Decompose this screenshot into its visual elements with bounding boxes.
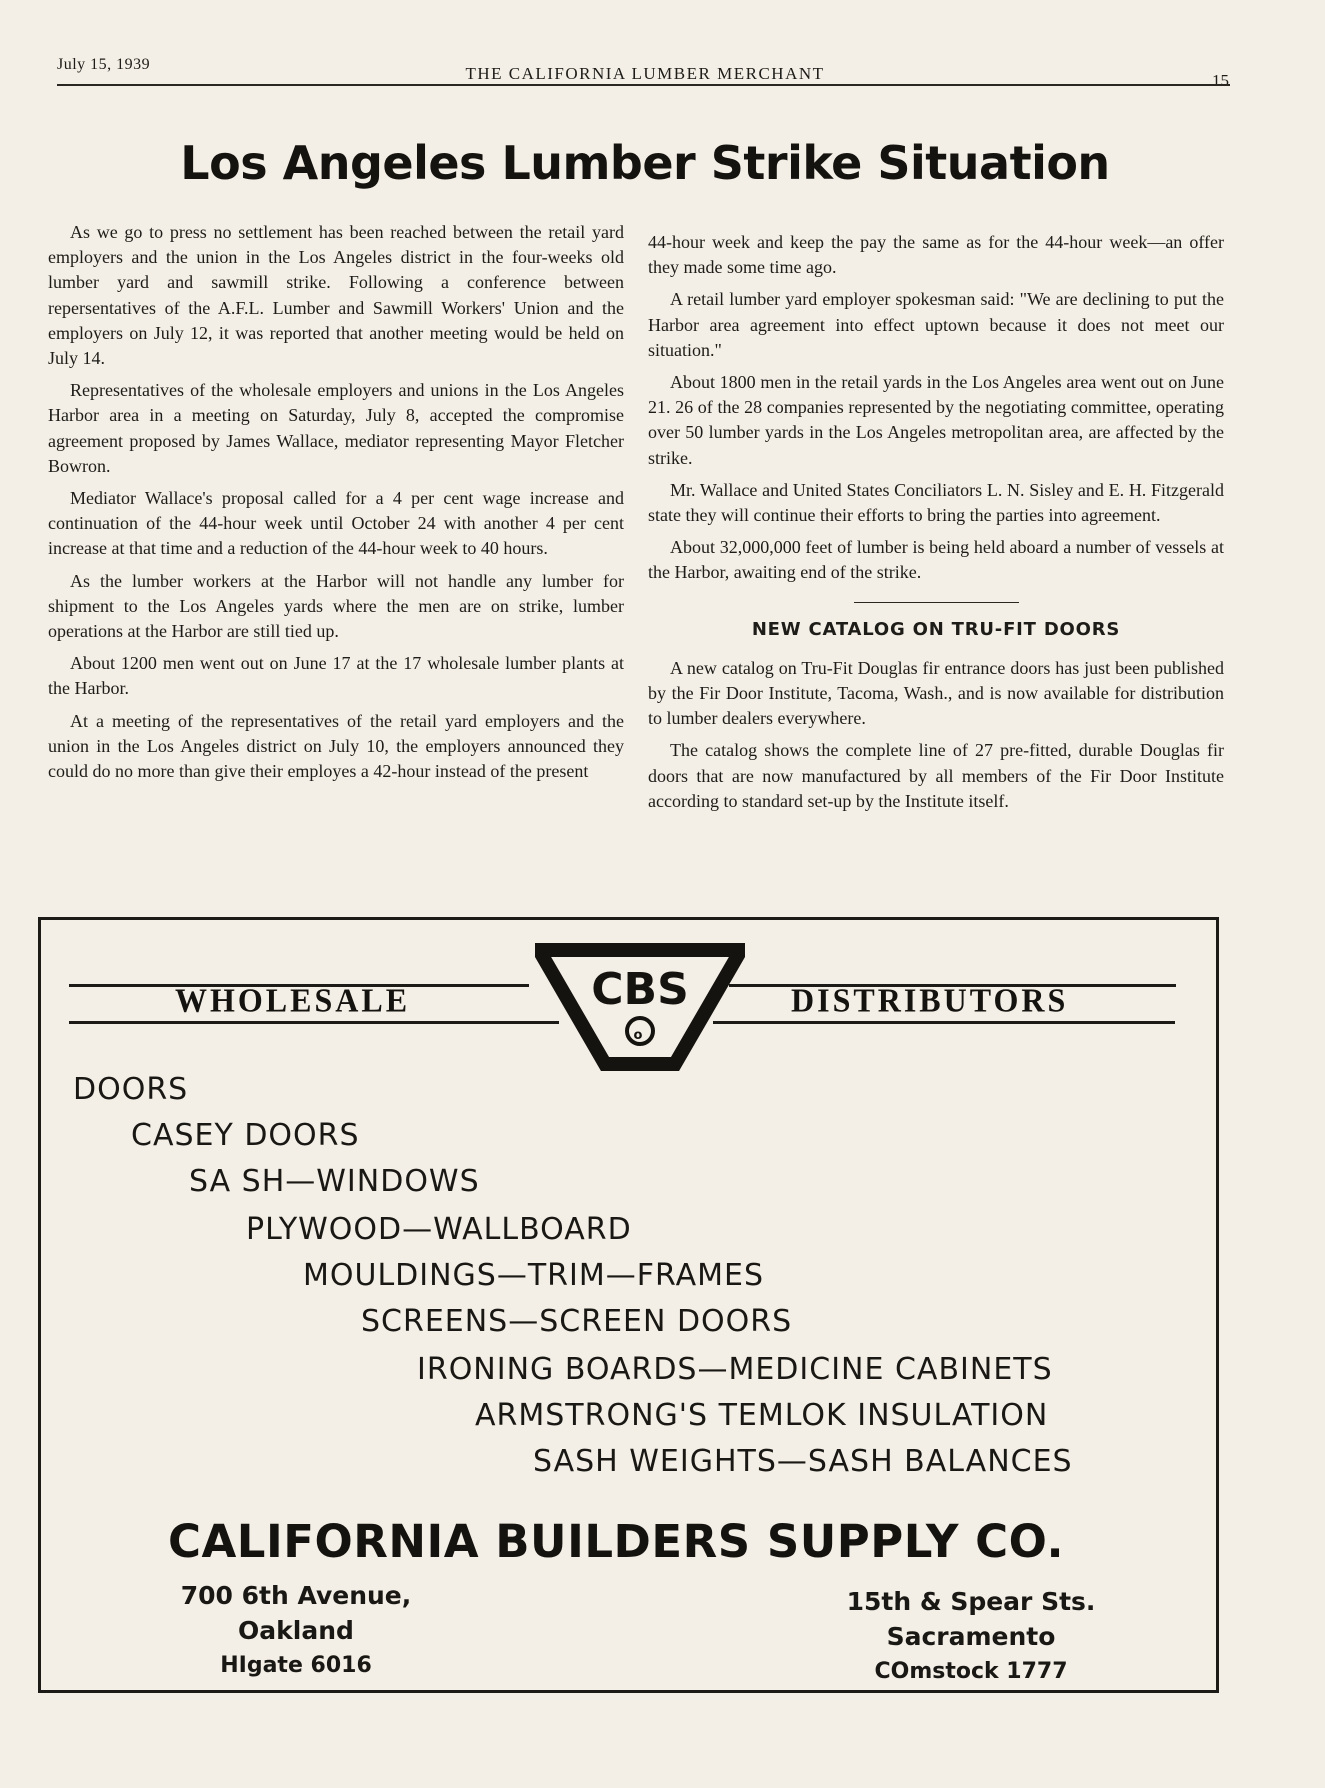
article-paragraph: As the lumber workers at the Harbor will not handle any lumber for shipment to the Los Angeles yards where the men are on strike, lumber operations at the Harbor are still tied up. bbox=[48, 570, 624, 642]
sacramento-address bbox=[831, 1584, 1111, 1689]
oakland-street: 700 6th Avenue, bbox=[180, 1581, 412, 1610]
section-divider bbox=[854, 602, 1019, 603]
wholesale-label: WHOLESALE bbox=[175, 981, 411, 1019]
company-name: CALIFORNIA BUILDERS SUPPLY CO. bbox=[167, 1515, 1065, 1568]
advertisement-box bbox=[38, 917, 1219, 1693]
article-column-left bbox=[48, 220, 624, 791]
product-line: CASEY DOORS bbox=[131, 1118, 360, 1153]
oakland-phone: HIgate 6016 bbox=[220, 1653, 372, 1678]
product-line: IRONING BOARDS—MEDICINE CABINETS bbox=[417, 1352, 1053, 1387]
article-paragraph: As we go to press no settlement has been reached between the retail yard employers and the union in the Los Angeles district in the four-weeks old lumber yard and sawmill strike. Following a conference between repersentatives of the A.F.L. Lumber and Sawmill Workers' Union and the employers on July 12, it was reported that another meeting would be held on July 14. bbox=[48, 222, 624, 369]
article-paragraph: A retail lumber yard employer spokesman said: "We are declining to put the Harbor area agreement into effect uptown because it does not meet our situation." bbox=[648, 289, 1224, 360]
catalog-paragraph: A new catalog on Tru-Fit Douglas fir entrance doors has just been published by the Fir Door Institute, Tacoma, Wash., and is now available for distribution to lumber dealers everywhere. bbox=[648, 657, 1224, 729]
catalog-paragraph: The catalog shows the complete line of 27 pre-fitted, durable Douglas fir doors that are now manufactured by all members of the Fir Door Institute according to standard set-up by the Institute itself. bbox=[648, 740, 1224, 811]
product-line: MOULDINGS—TRIM—FRAMES bbox=[303, 1258, 765, 1293]
product-line: SASH WEIGHTS—SASH BALANCES bbox=[533, 1444, 1073, 1479]
oakland-city: Oakland bbox=[238, 1616, 354, 1645]
product-line: PLYWOOD—WALLBOARD bbox=[246, 1212, 632, 1247]
product-line: DOORS bbox=[73, 1072, 189, 1107]
article-paragraph: Mediator Wallace's proposal called for a 4 per cent wage increase and continuation of the 44-hour week until October 24 with another 4 per cent increase at that time and a reduction of the 44-hour week to 40 hours. bbox=[48, 488, 624, 559]
article-paragraph: About 32,000,000 feet of lumber is being held aboard a number of vessels at the Harbor, awaiting end of the strike. bbox=[648, 537, 1224, 583]
article-paragraph: About 1800 men in the retail yards in the Los Angeles area went out on June 21. 26 of the 28 companies represented by the negotiating committee, operating over 50 lumber yards in the Los Angeles metropolitan area, are affected by the strike. bbox=[648, 372, 1224, 468]
cbs-co-logo-icon bbox=[535, 942, 745, 1072]
sacramento-phone: COmstock 1777 bbox=[874, 1659, 1068, 1684]
article-paragraph: Mr. Wallace and United States Conciliators L. N. Sisley and E. H. Fitzgerald state they will continue their efforts to bring the parties into agreement. bbox=[648, 479, 1224, 526]
header-rule bbox=[57, 84, 1230, 86]
product-line: ARMSTRONG'S TEMLOK INSULATION bbox=[475, 1398, 1049, 1433]
product-line: SA SH—WINDOWS bbox=[189, 1164, 480, 1199]
article-column-right bbox=[648, 230, 1224, 821]
article-headline: Los Angeles Lumber Strike Situation bbox=[180, 136, 1110, 190]
article-paragraph: 44-hour week and keep the pay the same as for the 44-hour week—an offer they made some time ago. bbox=[648, 232, 1224, 278]
banner-rule-bottom-right bbox=[713, 1021, 1175, 1024]
issue-date: July 15, 1939 bbox=[57, 56, 151, 73]
oakland-address bbox=[171, 1578, 421, 1683]
svg-text:o: o bbox=[633, 1028, 643, 1043]
sacramento-street: 15th & Spear Sts. bbox=[846, 1587, 1096, 1616]
product-line: SCREENS—SCREEN DOORS bbox=[361, 1304, 793, 1339]
distributors-label: DISTRIBUTORS bbox=[791, 981, 1069, 1019]
svg-text:CBS: CBS bbox=[591, 964, 689, 1015]
article-paragraph: About 1200 men went out on June 17 at the 17 wholesale lumber plants at the Harbor. bbox=[48, 653, 624, 699]
sacramento-city: Sacramento bbox=[886, 1622, 1056, 1651]
catalog-heading: NEW CATALOG ON TRU-FIT DOORS bbox=[751, 618, 1121, 640]
banner-rule-bottom-left bbox=[69, 1021, 559, 1024]
article-paragraph: Representatives of the wholesale employers and unions in the Los Angeles Harbor area in a meeting on Saturday, July 8, accepted the compromise agreement proposed by James Wallace, mediator representing Mayor Fletcher Bowron. bbox=[48, 380, 624, 476]
article-paragraph: At a meeting of the representatives of the retail yard employers and the union in the Los Angeles district on July 10, the employers announced they could do no more than give their employes a 42-hour instead of the present bbox=[48, 710, 624, 782]
publication-title: THE CALIFORNIA LUMBER MERCHANT bbox=[465, 64, 825, 83]
page-number: 15 bbox=[1212, 71, 1229, 90]
